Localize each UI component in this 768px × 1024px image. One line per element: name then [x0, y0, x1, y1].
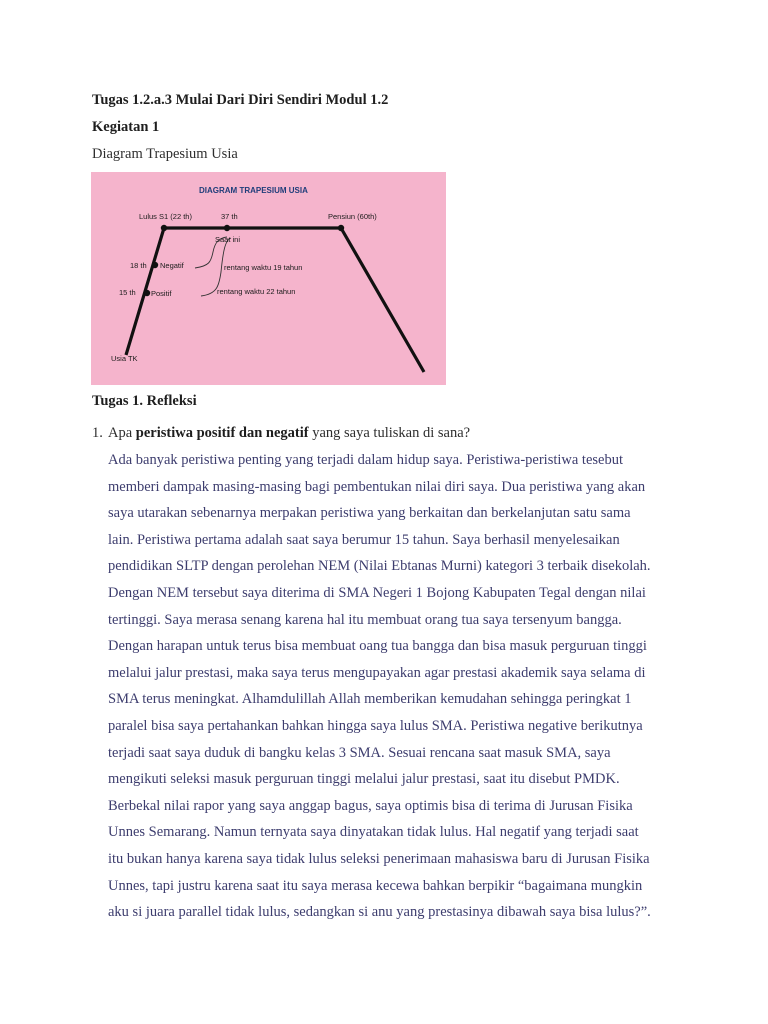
- answer-line: terjadi saat saya duduk di bangku kelas 3 SMA. Sesuai rencana saat masuk SMA, saya: [108, 744, 611, 761]
- section-heading: Tugas 1. Refleksi: [92, 393, 197, 409]
- answer-line: Dengan NEM tersebut saya diterima di SMA Negeri 1 Bojong Kabupaten Tegal dengan nilai: [108, 584, 646, 601]
- marker-pensiun: [338, 225, 344, 231]
- answer-line: Unnes, tapi justru karena saat itu saya merasa kecewa bahkan berpikir “bagaimana mungkin: [108, 877, 643, 894]
- label-usia-tk: Usia TK: [111, 354, 138, 363]
- label-saat-ini: Saat ini: [215, 235, 241, 244]
- question-number: 1.: [92, 425, 103, 441]
- label-rentang-19: rentang waktu 19 tahun: [224, 263, 303, 272]
- answer-line: memberi dampak masing-masing bagi pembentukan nilai diri saya. Dua peristiwa yang akan: [108, 478, 646, 495]
- answer-line: saya utarakan sebenarnya merpakan peristiwa yang berkaitan dan berkelanjutan satu sama: [108, 505, 631, 522]
- answer-line: aku si juara parallel tidak lulus, sedangkan si anu yang prestasinya dibawah saya bisa lulus?”.: [108, 904, 651, 921]
- answer-line: Ada banyak peristiwa penting yang terjadi dalam hidup saya. Peristiwa-peristiwa tesebut: [108, 452, 624, 468]
- label-rentang-22: rentang waktu 22 tahun: [217, 287, 296, 296]
- answer-line: pendidikan SLTP dengan perolehan NEM (Nilai Ebtanas Murni) kategori 3 terbaik disekolah.: [108, 558, 651, 575]
- answer-line: paralel bisa saya pertahankan bahkan hingga saya lulus SMA. Peristiwa negative berikutnya: [108, 717, 643, 734]
- label-positif: Positif: [151, 289, 172, 298]
- label-lulus-s1: Lulus S1 (22 th): [139, 212, 192, 221]
- label-18: 18 th: [130, 261, 147, 270]
- question-emphasis: peristiwa positif dan negatif: [135, 425, 309, 441]
- answer-line: tertinggi. Saya merasa senang karena hal itu membuat orang tua saya tersenyum bangga.: [108, 611, 622, 628]
- answer-line: SMA terus meningkat. Alhamdulillah Allah memberikan kemudahan sehingga peringkat 1: [108, 691, 632, 708]
- activity-heading: Kegiatan 1: [92, 119, 160, 135]
- answer-line: itu bukan hanya karena saya tidak lulus seleksi penerimaan mahasiswa baru di Jurusan Fisika: [108, 850, 650, 867]
- age-trapezoid-diagram: [91, 172, 446, 385]
- answer-line: Dengan harapan untuk terus bisa membuat oang tua bangga dan bisa masuk perguruan tinggi: [108, 638, 647, 655]
- answer-line: lain. Peristiwa pertama adalah saat saya berumur 15 tahun. Saya berhasil menyelesaikan: [108, 531, 620, 548]
- label-pensiun: Pensiun (60th): [328, 212, 377, 221]
- question-text: [92, 420, 682, 446]
- label-negatif: Negatif: [160, 261, 184, 270]
- document-title: Tugas 1.2.a.3 Mulai Dari Diri Sendiri Modul 1.2: [92, 92, 389, 108]
- label-37: 37 th: [221, 212, 238, 221]
- answer-line: Berbekal nilai rapor yang saya anggap bagus, saya optimis bisa di terima di Jurusan Fisika: [108, 797, 633, 814]
- marker-18: [152, 262, 158, 268]
- marker-lulus-s1: [161, 225, 167, 231]
- answer-line: Unnes Semarang. Namun ternyata saya dinyatakan tidak lulus. Hal negatif yang terjadi saat: [108, 824, 639, 841]
- answer-paragraph: [108, 447, 682, 926]
- answer-line: mengikuti seleksi masuk perguruan tinggi melalui jalur prestasi, saat itu disebut PMDK.: [108, 771, 620, 788]
- question-suffix: yang saya tuliskan di sana?: [308, 425, 471, 441]
- marker-15: [144, 290, 150, 296]
- question-item: [92, 420, 682, 446]
- marker-37: [224, 225, 230, 231]
- diagram-title: DIAGRAM TRAPESIUM USIA: [199, 186, 308, 195]
- answer-line: melalui jalur prestasi, maka saya terus mengupayakan agar prestasi akademik saya selama di: [108, 664, 646, 681]
- trapezoid-line: [126, 228, 424, 372]
- question-list: [92, 420, 682, 926]
- diagram-svg: [91, 172, 446, 385]
- question-prefix: Apa: [108, 425, 136, 441]
- diagram-caption: Diagram Trapesium Usia: [92, 146, 238, 162]
- label-15: 15 th: [119, 288, 136, 297]
